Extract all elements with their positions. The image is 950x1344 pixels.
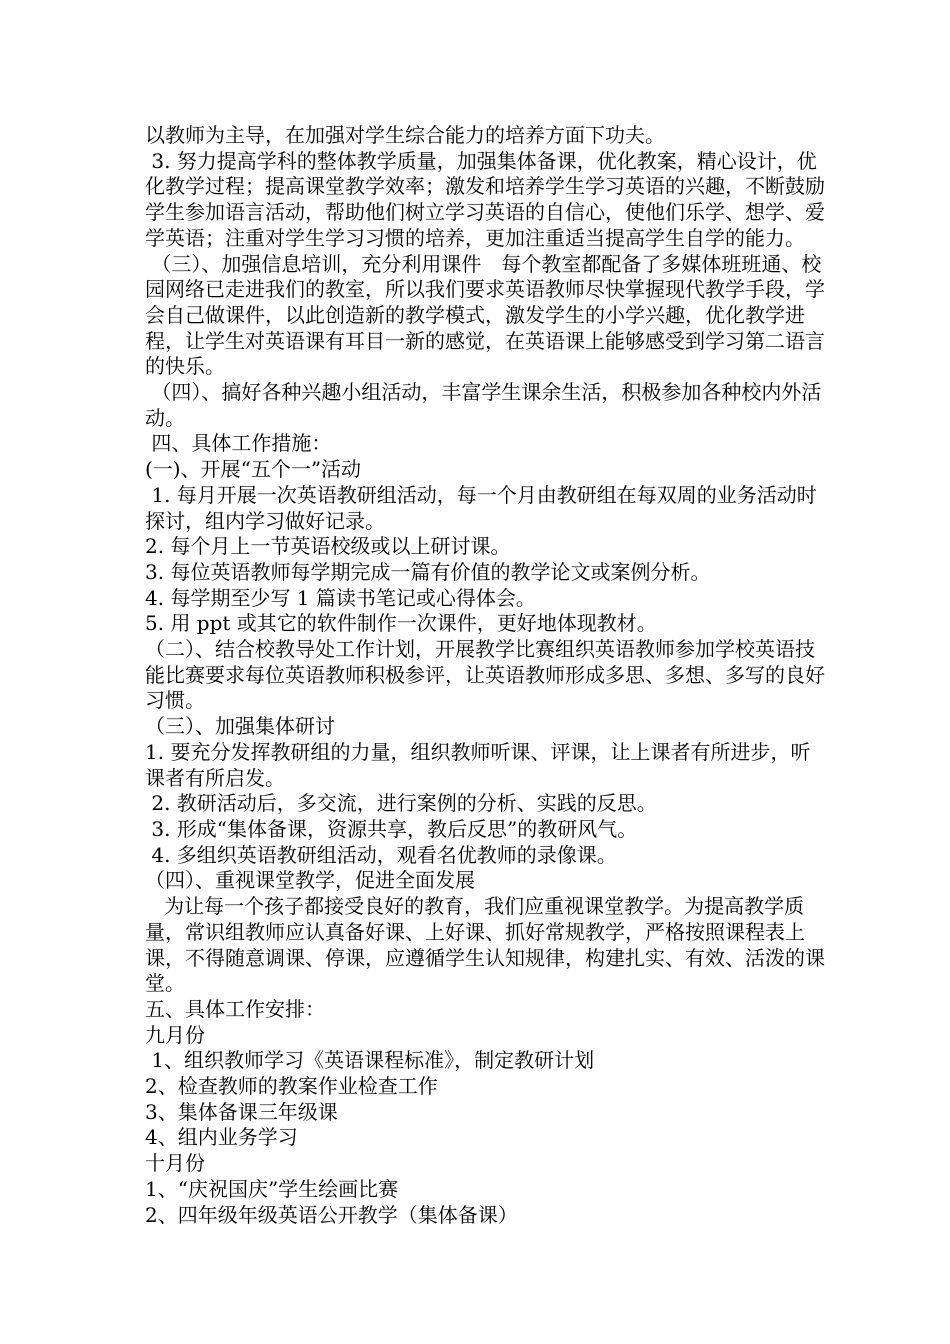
list-item: 1、“庆祝国庆”学生绘画比赛 [145, 1176, 399, 1201]
list-item: 4. 每学期至少写 1 篇读书笔记或心得体会。 [145, 585, 536, 610]
paragraph: 以教师为主导，在加强对学生综合能力的培养方面下功夫。 [145, 123, 665, 147]
list-item: 4、组内业务学习 [145, 1125, 298, 1150]
month-heading: 九月份 [145, 1022, 205, 1047]
list-item: 3. 形成“集体备课，资源共享，教后反思”的教研风气。 [145, 816, 638, 841]
document-body [145, 123, 825, 1228]
paragraph: 3. 努力提高学科的整体教学质量，加强集体备课，优化教案，精心设计，优化教学过程；提高课堂教学效率；激发和培养学生学习英语的兴趣，不断鼓励学生参加语言活动，帮助他们树立学习英语的自信心，使他们乐学、想学、爱学英语；注重对学生学习习惯的培养，更加注重适当提高学生自学的能力。 [145, 148, 825, 250]
subsection-heading: （四）、重视课堂教学，促进全面发展 [145, 868, 475, 893]
paragraph: 为让每一个孩子都接受良好的教育，我们应重视课堂教学。为提高教学质量，常识组教师应认真备好课、上好课、抓好常规教学，严格按照课程表上课，不得随意调课、停课，应遵循学生认知规律，构建扎实、有效、活泼的课堂。 [145, 894, 825, 996]
list-item: 5. 用 ppt 或其它的软件制作一次课件，更好地体现教材。 [145, 611, 657, 636]
list-item: 3. 每位英语教师每学期完成一篇有价值的教学论文或案例分析。 [145, 559, 711, 584]
subsection-heading: （三）、加强集体研讨 [145, 714, 335, 739]
section-heading: 四、具体工作措施： [145, 431, 332, 456]
list-item: 3、集体备课三年级课 [145, 1099, 338, 1124]
subsection-heading: (一)、开展“五个一”活动 [145, 457, 362, 482]
list-item: 2. 教研活动后，多交流，进行案例的分析、实践的反思。 [145, 791, 657, 816]
list-item: 1. 每月开展一次英语教研组活动，每一个月由教研组在每双周的业务活动时探讨，组内学习做好记录。 [145, 482, 817, 533]
section-heading: 五、具体工作安排： [145, 996, 325, 1021]
list-item: 2、四年级年级英语公开教学（集体备课） [145, 1202, 518, 1227]
list-item: 1. 要充分发挥教研组的力量，组织教师听课、评课，让上课者有所进步，听课者有所启发。 [145, 739, 811, 790]
list-item: 4. 多组织英语教研组活动，观看名优教师的录像课。 [145, 842, 617, 867]
paragraph: （二）、结合校教导处工作计划，开展教学比赛组织英语教师参加学校英语技能比赛要求每位英语教师积极参评，让英语教师形成多思、多想、多写的良好习惯。 [145, 637, 825, 713]
paragraph: （三）、加强信息培训，充分利用课件 每个教室都配备了多媒体班班通、校园网络已走进我们的教室，所以我们要求英语教师尽快掌握现代教学手段，学会自己做课件，以此创造新的教学模式，激发学生的小学兴趣，优化教学进程，让学生对英语课有耳目一新的感觉，在英语课上能够感受到学习第二语言的快乐。 [145, 251, 825, 379]
list-item: 2、检查教师的教案作业检查工作 [145, 1074, 438, 1099]
paragraph: （四）、搞好各种兴趣小组活动，丰富学生课余生活，积极参加各种校内外活动。 [145, 380, 822, 430]
list-item: 1、组织教师学习《英语课程标准》，制定教研计划 [145, 1048, 595, 1073]
list-item: 2. 每个月上一节英语校级或以上研讨课。 [145, 534, 511, 559]
month-heading: 十月份 [145, 1151, 205, 1176]
